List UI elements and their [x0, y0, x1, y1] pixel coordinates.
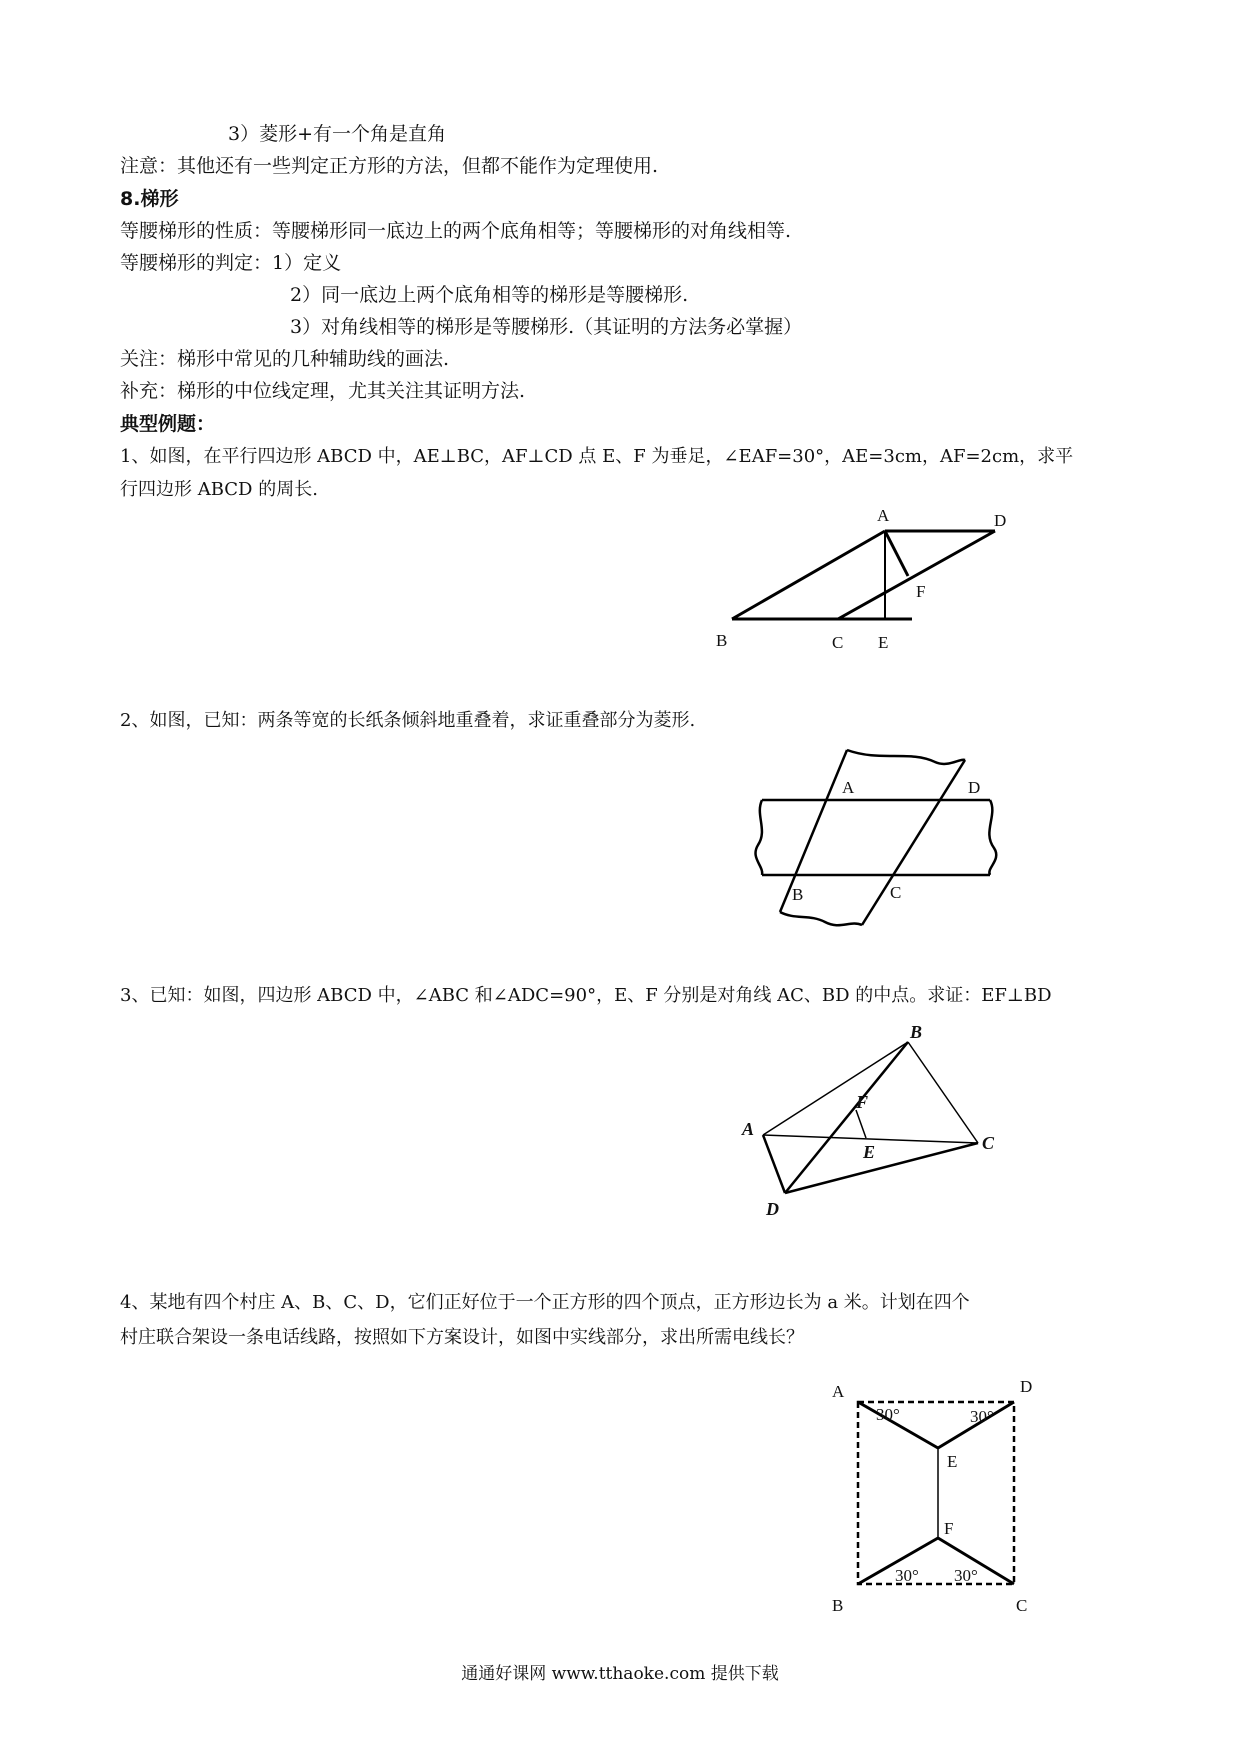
line-supplement-midline: 补充：梯形的中位线定理，尤其关注其证明方法.	[120, 380, 526, 402]
problem-4-line-1: 4、某地有四个村庄 A、B、C、D，它们正好位于一个正方形的四个顶点，正方形边长为 a 米。计划在四个	[120, 1292, 970, 1313]
problem-3: 3、已知：如图，四边形 ABCD 中，∠ABC 和∠ADC=90°，E、F 分别是对角线 AC、BD 的中点。求证：EF⊥BD	[120, 985, 1052, 1006]
vertex-label-a: A	[742, 1119, 755, 1139]
line-criteria-2: 2）同一底边上两个底角相等的梯形是等腰梯形.	[290, 284, 689, 306]
vertex-label-a: A	[842, 778, 855, 797]
vertex-label-b: B	[716, 631, 728, 650]
vertex-label-f: F	[944, 1519, 954, 1538]
line-isosceles-trapezoid-properties: 等腰梯形的性质：等腰梯形同一底边上的两个底角相等；等腰梯形的对角线相等.	[120, 220, 792, 242]
problem-1-line-2: 行四边形 ABCD 的周长.	[120, 479, 318, 500]
angle-label-bottom-left: 30°	[895, 1566, 919, 1585]
vertex-label-f: F	[916, 582, 926, 601]
section-heading-trapezoid: 8.梯形	[120, 188, 179, 210]
vertex-label-b: B	[792, 885, 804, 904]
angle-label-bottom-right: 30°	[954, 1566, 978, 1585]
footer-download-note: 通通好课网 www.tthaoke.com 提供下载	[461, 1664, 779, 1684]
vertex-label-b: B	[832, 1596, 844, 1615]
figure-parallelogram	[700, 500, 1020, 660]
figure-square-villages	[810, 1370, 1080, 1625]
vertex-label-c: C	[982, 1133, 995, 1153]
vertex-label-e: E	[863, 1142, 876, 1162]
vertex-label-e: E	[878, 633, 889, 652]
vertex-label-e: E	[947, 1452, 958, 1471]
vertex-label-d: D	[1020, 1377, 1033, 1396]
angle-label-top-right: 30°	[970, 1407, 994, 1426]
line-rhombus-right-angle: 3）菱形+有一个角是直角	[228, 123, 447, 145]
problem-4-line-2: 村庄联合架设一条电话线路，按照如下方案设计，如图中实线部分，求出所需电线长？	[120, 1327, 804, 1348]
vertex-label-f: F	[856, 1092, 869, 1112]
vertex-label-d: D	[968, 778, 981, 797]
vertex-label-c: C	[1016, 1596, 1028, 1615]
section-heading-examples: 典型例题：	[120, 413, 216, 435]
problem-2: 2、如图，已知：两条等宽的长纸条倾斜地重叠着，求证重叠部分为菱形.	[120, 710, 696, 731]
angle-label-top-left: 30°	[876, 1405, 900, 1424]
line-focus-auxiliary: 关注：梯形中常见的几种辅助线的画法.	[120, 348, 450, 370]
line-criteria-3: 3）对角线相等的梯形是等腰梯形.（其证明的方法务必掌握）	[290, 316, 803, 338]
vertex-label-c: C	[890, 883, 902, 902]
problem-1-line-1: 1、如图，在平行四边形 ABCD 中，AE⊥BC，AF⊥CD 点 E、F 为垂足，∠EAF=30°，AE=3cm，AF=2cm，求平	[120, 446, 1074, 467]
figure-quadrilateral	[730, 1010, 1020, 1220]
figure-overlapping-strips	[750, 740, 1030, 940]
vertex-label-b: B	[910, 1022, 923, 1042]
vertex-label-a: A	[877, 506, 890, 525]
vertex-label-d: D	[766, 1199, 779, 1219]
line-note-square: 注意：其他还有一些判定正方形的方法，但都不能作为定理使用.	[120, 155, 659, 177]
line-isosceles-trapezoid-criteria: 等腰梯形的判定：1）定义	[120, 252, 342, 274]
vertex-label-d: D	[994, 511, 1007, 530]
vertex-label-a: A	[832, 1382, 845, 1401]
vertex-label-c: C	[832, 633, 844, 652]
